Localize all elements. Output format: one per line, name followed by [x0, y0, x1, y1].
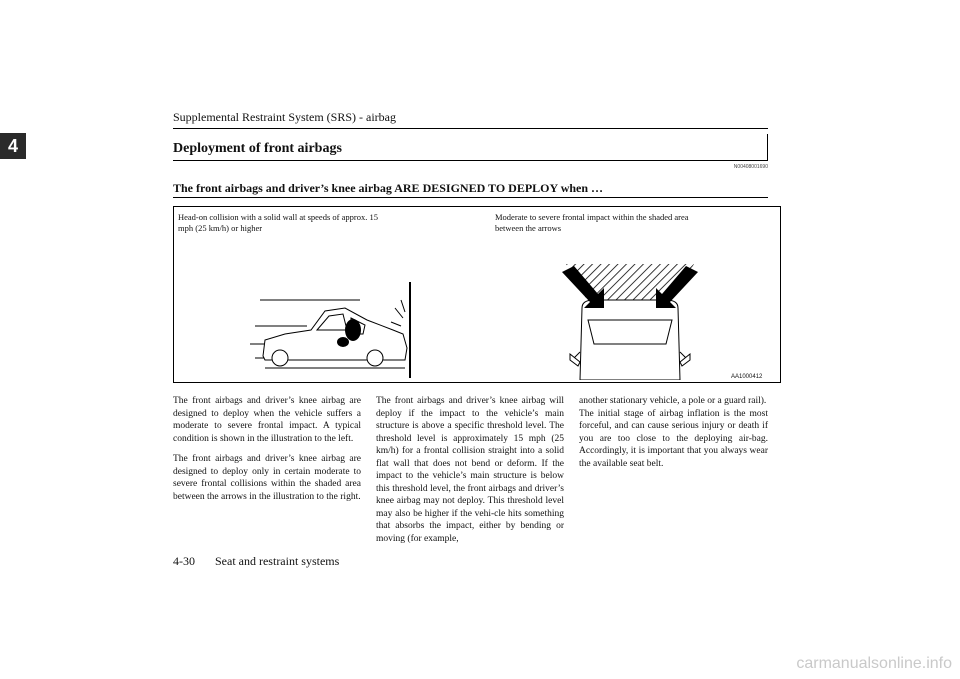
- body-paragraph: The initial stage of airbag inflation is the most forceful, and can cause serious injury or death if you are too close to the deploying air-bag. Accordingly, it is important that you always wear the available seat belt.: [579, 408, 768, 469]
- figure-code: AA1000412: [731, 374, 763, 380]
- footer-page-number: 4-30: [173, 554, 195, 568]
- section-rule: [173, 160, 768, 161]
- reference-code: N00408001690: [733, 164, 768, 170]
- body-paragraph: another stationary vehicle, a pole or a guard rail).: [579, 396, 767, 406]
- footer-chapter-title: Seat and restraint systems: [215, 554, 340, 568]
- chapter-tab: 4: [0, 133, 26, 159]
- section-rule-tick: [767, 134, 768, 160]
- body-column-right: [579, 395, 768, 478]
- watermark-logo: carmanualsonline.info: [796, 655, 952, 672]
- body-paragraph: The front airbags and driver’s knee airbag are designed to deploy only in certain moderate to severe frontal collisions within the shaded area between the arrows in the illustration to the right.: [173, 454, 361, 502]
- header-rule: [173, 128, 768, 129]
- body-column-middle: [376, 395, 564, 553]
- wall-collision-illustration: [245, 278, 425, 382]
- figure-caption-right: Moderate to severe frontal impact within the shaded area between the arrows: [495, 212, 689, 233]
- figure-caption-left: Head-on collision with a solid wall at speeds of approx. 15 mph (25 km/h) or higher: [178, 212, 378, 233]
- section-title: Deployment of front airbags: [173, 141, 342, 156]
- body-paragraph: The front airbags and driver’s knee airbag will deploy if the impact to the vehicle’s main structure is above a specific threshold level. The threshold level is approximately 15 mph (25 km/h) for a frontal collision straight into a solid flat wall that does not bend or deform. If the impact to the vehicle’s main structure is below this threshold level, the front airbags and driver’s knee airbag may not deploy. This threshold level may also be higher if the vehi-cle hits something that absorbs the impact, either by bending or moving (for example,: [376, 396, 564, 544]
- sub-heading: The front airbags and driver’s knee airbag ARE DESIGNED TO DEPLOY when …: [173, 181, 604, 195]
- body-paragraph: The front airbags and driver’s knee airbag are designed to deploy when the vehicle suffers a moderate to severe frontal impact. A typical condition is shown in the illustration to the left.: [173, 396, 361, 444]
- running-header: Supplemental Restraint System (SRS) - airbag: [173, 110, 396, 124]
- sub-heading-rule: [173, 197, 768, 198]
- body-column-left: [173, 395, 361, 511]
- frontal-impact-zone-illustration: [560, 262, 700, 380]
